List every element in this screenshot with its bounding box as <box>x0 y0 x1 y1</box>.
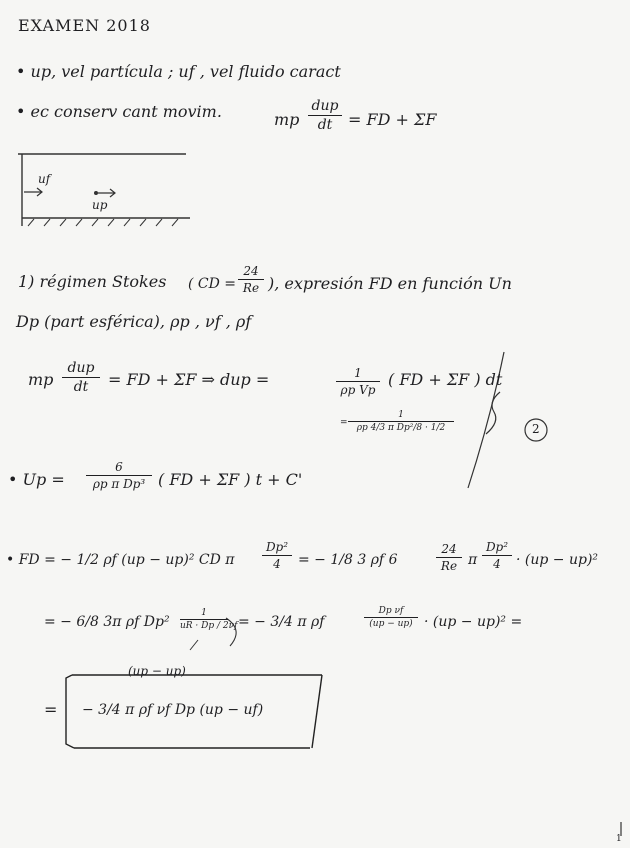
step3-dp-bar <box>482 555 512 556</box>
step1-inv-bar <box>336 381 380 382</box>
step3-eq: = − 1/8 3 ρf 6 <box>298 552 398 568</box>
step3-re-fraction <box>436 542 462 573</box>
section1-cd-fraction <box>238 264 264 295</box>
step4-reynolds-fraction <box>180 608 238 631</box>
main-eq-derivative-den: dt <box>317 117 333 133</box>
step3-area-den: 4 <box>273 557 281 571</box>
section1-line1: 1) régimen Stokes <box>18 272 167 291</box>
diagram-label-uf: uf <box>38 172 51 186</box>
step3-area-num: Dp² <box>265 540 289 554</box>
step1-inverse-mass <box>336 366 380 397</box>
step3-lhs: • FD = − 1/2 ρf (up − up)² CD π <box>6 552 235 568</box>
step1-mass: mp <box>28 370 54 389</box>
step2-num: 6 <box>115 460 123 474</box>
step1-rhs: ( FD + ΣF ) dt <box>388 370 503 389</box>
step4-visc-num: Dp νf <box>378 606 404 616</box>
step3-dp-num: Dp² <box>485 540 509 554</box>
step4-mid: = − 3/4 π ρf <box>238 614 325 630</box>
particle-dot <box>94 191 98 195</box>
section1-line2: Dp (part esférica), ρp , νf , ρf <box>16 312 252 331</box>
diagram-label-up: up <box>92 198 108 212</box>
step2-rhs: ( FD + ΣF ) t + C' <box>158 470 303 489</box>
step3-area-bar <box>262 555 292 556</box>
step3-area-fraction <box>262 540 292 571</box>
step2-lhs: • Up = <box>8 470 65 489</box>
note-particle-velocity: • up, vel partícula ; uf , vel fluido caract <box>16 62 341 81</box>
note-momentum-conservation: • ec conserv cant movim. <box>16 102 222 121</box>
cd-bar <box>238 279 264 280</box>
step2-bar <box>86 475 152 476</box>
step3-re-bar <box>436 557 462 558</box>
step1-sub-fraction <box>348 410 454 433</box>
step2-fraction <box>86 460 152 491</box>
result-equals: = <box>44 700 58 719</box>
cd-num: 24 <box>243 264 259 278</box>
section1-cd-open: ( CD = <box>188 276 237 292</box>
step1-den: dt <box>73 379 89 395</box>
step1-inv-num: 1 <box>354 366 362 380</box>
step1-sub-eq: = <box>340 418 348 428</box>
step4-visc-bar <box>364 617 418 618</box>
step4-tail: · (up − up)² = <box>424 614 523 630</box>
step1-num: dup <box>67 360 95 376</box>
step3-dp-fraction <box>482 540 512 571</box>
step3-re-den: Re <box>440 559 458 573</box>
result-boxed-expression: − 3/4 π ρf νf Dp (up − uf) <box>82 702 264 718</box>
step4-re-num: 1 <box>201 608 207 618</box>
reynolds-pointer <box>190 640 198 650</box>
step4-re-bar <box>180 619 228 620</box>
step1-bar <box>62 377 100 378</box>
step1-derivative <box>62 360 100 395</box>
step4-below: (up − up) <box>128 664 186 678</box>
section1-line1-rest: ), expresión FD en función Un <box>268 274 512 293</box>
step4-visc-den: (up − up) <box>369 619 413 629</box>
step3-re-num: 24 <box>441 542 457 556</box>
result-box-left <box>66 675 74 748</box>
step1-sub-bar <box>348 421 454 422</box>
step1-sub-den: ρp 4/3 π Dp²/8 · 1/2 <box>356 423 446 433</box>
diagram-hatching <box>28 219 178 226</box>
exam-title: EXAMEN 2018 <box>18 16 151 35</box>
step1-inv-den: ρp Vp <box>340 383 376 397</box>
main-eq-rhs: = FD + ΣF <box>348 110 437 129</box>
main-eq-mass: mp <box>274 110 300 129</box>
step3-tail: · (up − up)² <box>516 552 599 568</box>
step3-dp-den: 4 <box>493 557 501 571</box>
page-number: 1 <box>616 834 622 844</box>
cd-den: Re <box>242 281 260 295</box>
circled-number: 2 <box>532 422 540 436</box>
main-eq-derivative-num: dup <box>311 98 339 114</box>
result-box-right <box>312 675 322 748</box>
step2-den: ρp π Dp³ <box>92 477 146 491</box>
step1-mid: = FD + ΣF ⇒ dup = <box>108 370 270 389</box>
step4-visc-fraction <box>364 606 418 629</box>
step1-sub-num: 1 <box>398 410 404 420</box>
step4-re-den: uR · Dp / 2νf <box>180 621 238 631</box>
step3-pi: π <box>468 552 478 568</box>
step4-lhs: = − 6/8 3π ρf Dp² <box>44 614 170 630</box>
